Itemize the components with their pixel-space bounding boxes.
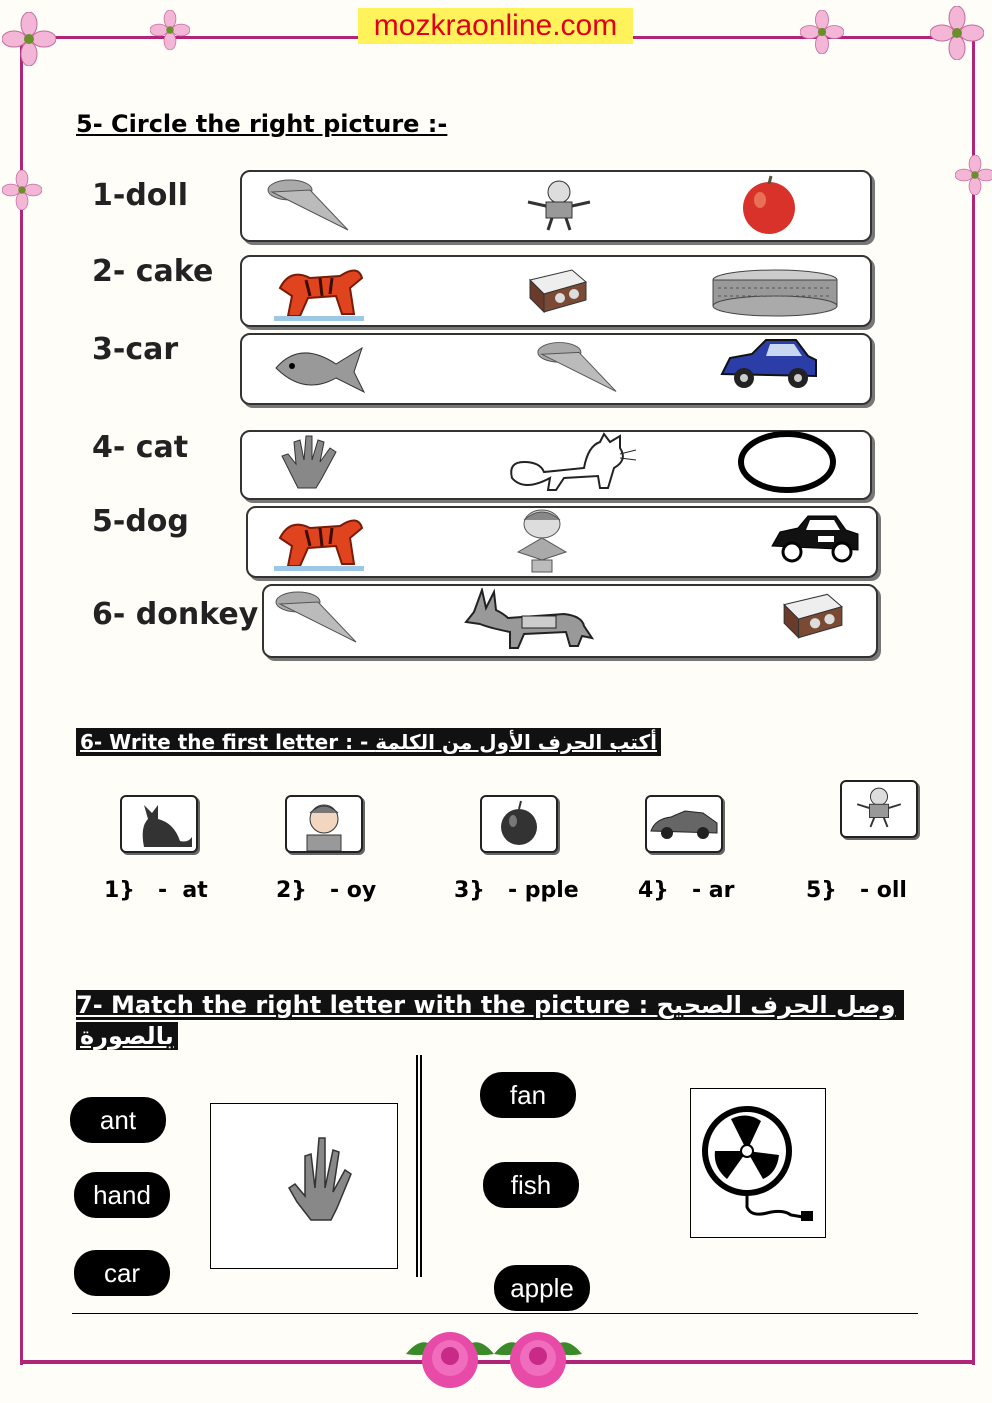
first-letter-item-5: 5} - oll	[806, 878, 907, 903]
page-frame-left	[20, 40, 23, 1365]
item-label-cat: 4- cat	[92, 430, 189, 465]
bottom-rule	[72, 1313, 918, 1314]
first-letter-item-3: 3} - pple	[454, 878, 579, 903]
rose-icon	[490, 1324, 586, 1396]
ice-cream-icon[interactable]	[532, 338, 620, 396]
page-frame-right	[972, 40, 975, 1365]
section5-title: 5- Circle the right picture :-	[76, 110, 448, 138]
ice-cream-icon[interactable]	[270, 588, 360, 646]
car-picture-box	[645, 795, 723, 853]
flower-icon	[2, 12, 56, 66]
fan-icon	[691, 1089, 825, 1237]
apple-picture-box	[480, 795, 558, 853]
hand-icon[interactable]	[278, 434, 344, 490]
sports-car-icon	[647, 797, 721, 851]
flower-icon	[800, 10, 844, 54]
ice-cream-icon[interactable]	[262, 176, 352, 234]
flower-icon	[930, 6, 984, 60]
cat-icon[interactable]	[504, 432, 638, 494]
oval-icon[interactable]	[736, 430, 838, 496]
hand-picture[interactable]	[210, 1103, 398, 1269]
first-letter-item-1: 1} - at	[104, 878, 208, 903]
doll-icon	[842, 782, 916, 836]
stadium-icon[interactable]	[708, 266, 842, 318]
item-label-donkey: 6- donkey	[92, 597, 259, 632]
word-hand[interactable]: hand	[74, 1172, 170, 1218]
word-ant[interactable]: ant	[70, 1097, 166, 1143]
doll-picture-box	[840, 780, 918, 838]
boy-picture-box	[285, 795, 363, 853]
apple-icon	[482, 797, 556, 851]
word-apple[interactable]: apple	[494, 1265, 590, 1311]
police-car-icon[interactable]	[768, 510, 862, 566]
tiger-icon[interactable]	[270, 508, 366, 572]
flower-icon	[150, 10, 190, 50]
apple-icon[interactable]	[738, 174, 800, 236]
word-fish[interactable]: fish	[483, 1162, 579, 1208]
item-label-cake: 2- cake	[92, 254, 214, 289]
blue-car-icon[interactable]	[716, 336, 822, 394]
match-divider	[416, 1055, 422, 1277]
section6-title: 6- Write the first letter : - أكتب الحرف الأول من الكلمة	[76, 728, 661, 756]
flower-icon	[2, 170, 42, 210]
cat-picture-box	[120, 795, 198, 853]
first-letter-item-2: 2} - oy	[276, 878, 377, 903]
rose-icon	[402, 1324, 498, 1396]
cat-icon	[122, 797, 196, 851]
fish-icon[interactable]	[270, 338, 368, 396]
cake-icon[interactable]	[526, 266, 590, 316]
section7-title-continued: بالصورة	[76, 1022, 178, 1050]
fan-picture[interactable]	[690, 1088, 826, 1238]
flower-icon	[955, 155, 992, 195]
donkey-icon[interactable]	[460, 588, 596, 652]
tiger-icon[interactable]	[270, 258, 366, 322]
item-label-dog: 5-dog	[92, 504, 189, 539]
boy-icon	[287, 797, 361, 851]
hand-icon	[211, 1104, 397, 1268]
doll-icon[interactable]	[520, 178, 598, 232]
site-banner: mozkraonline.com	[358, 8, 633, 44]
section7-title: 7- Match the right letter with the picture : وصل الحرف الصحيح	[76, 990, 904, 1020]
item-label-doll: 1-doll	[92, 178, 188, 213]
girl-icon[interactable]	[488, 508, 598, 574]
cake-icon[interactable]	[780, 590, 846, 642]
item-label-car: 3-car	[92, 332, 179, 367]
word-fan[interactable]: fan	[480, 1072, 576, 1118]
word-car[interactable]: car	[74, 1250, 170, 1296]
first-letter-item-4: 4} - ar	[638, 878, 735, 903]
